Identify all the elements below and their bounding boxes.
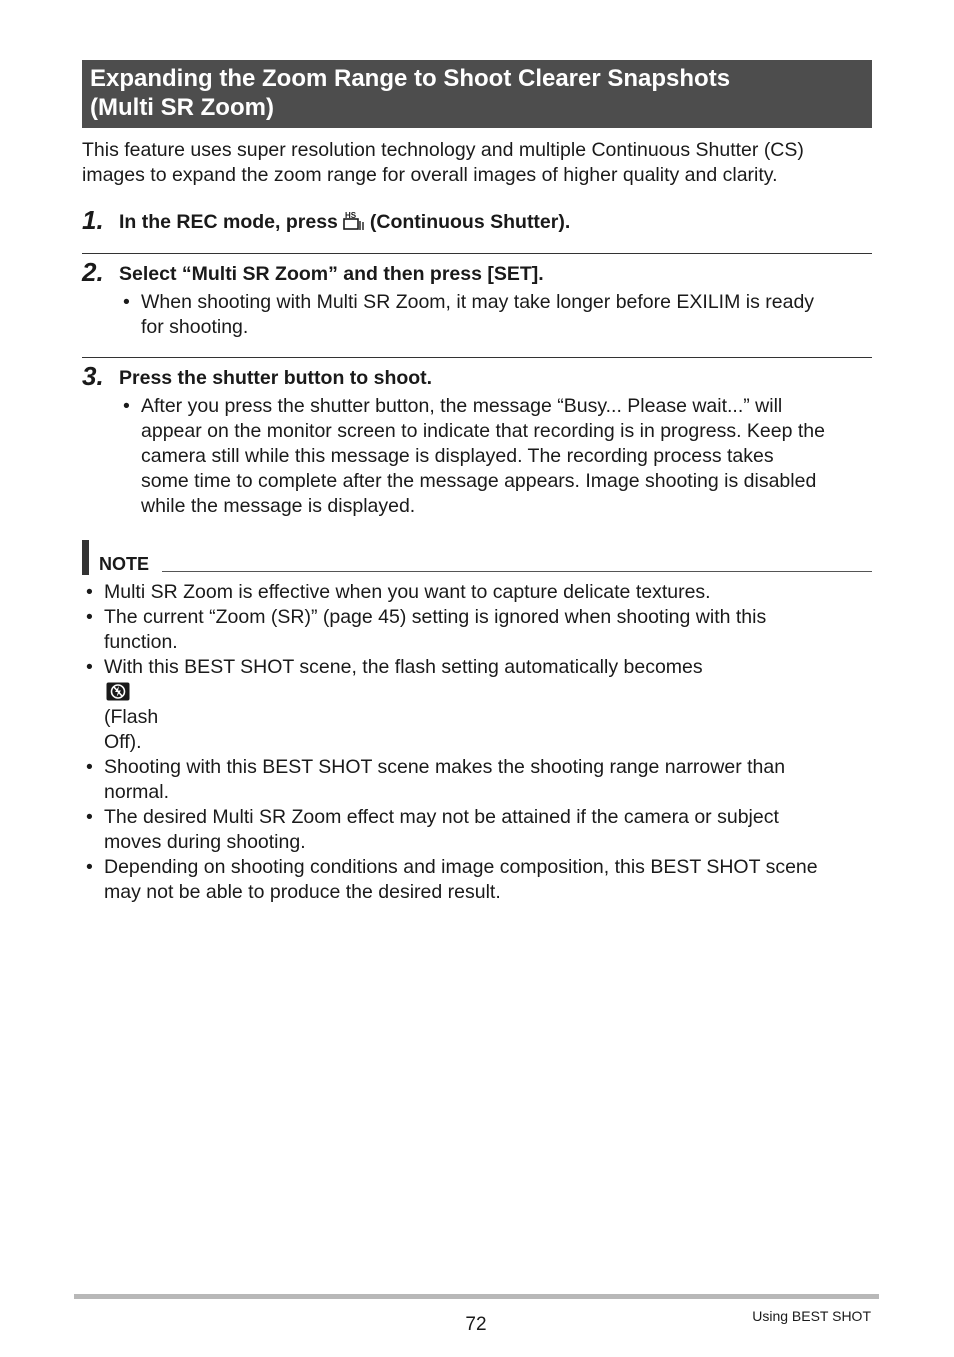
step-divider-2 bbox=[82, 357, 872, 358]
step-2-number: 2. bbox=[82, 257, 104, 287]
step-1-number: 1. bbox=[82, 205, 104, 235]
note-rule bbox=[162, 571, 872, 572]
list-item: • With this BEST SHOT scene, the flash setting automatically becomes (Flash Off). bbox=[82, 655, 882, 755]
intro-line-1: This feature uses super resolution technology and multiple Continuous Shutter (CS) bbox=[82, 139, 804, 161]
note-label: NOTE bbox=[99, 554, 150, 574]
step-3-number: 3. bbox=[82, 361, 104, 391]
step-3-bullets bbox=[119, 394, 879, 519]
list-item: • After you press the shutter button, the message “Busy... Please wait...” will appear on the monitor screen to indicate that recording is in progress. Keep the camera still while this message is displayed. The recording process takes some time to complete after the message appears. Image shooting is disabled while the message is displayed. bbox=[119, 394, 879, 519]
note-bullets bbox=[82, 580, 882, 905]
step-divider-1 bbox=[82, 253, 872, 254]
footer-rule bbox=[74, 1294, 879, 1299]
page-number: 72 bbox=[465, 1314, 487, 1335]
continuous-shutter-icon bbox=[342, 211, 366, 231]
step-1-text-after: (Continuous Shutter). bbox=[369, 211, 571, 233]
list-item: • When shooting with Multi SR Zoom, it may take longer before EXILIM is ready for shooting. bbox=[119, 290, 879, 340]
footer-section-name: Using BEST SHOT bbox=[752, 1308, 871, 1324]
list-item: • Shooting with this BEST SHOT scene makes the shooting range narrower than normal. bbox=[82, 755, 882, 805]
step-2-text: Select “Multi SR Zoom” and then press [SET]. bbox=[119, 263, 544, 285]
list-item: • Depending on shooting conditions and image composition, this BEST SHOT scene may not be able to produce the desired result. bbox=[82, 855, 882, 905]
note-marker-bar bbox=[82, 540, 89, 575]
step-2-bullets bbox=[119, 290, 879, 340]
intro-line-2: images to expand the zoom range for overall images of higher quality and clarity. bbox=[82, 164, 778, 186]
section-title-bar bbox=[82, 60, 872, 128]
section-title-line-1: Expanding the Zoom Range to Shoot Clearer Snapshots bbox=[90, 65, 731, 92]
intro-paragraph bbox=[82, 138, 882, 188]
continuous-shutter-icon-label: HS bbox=[344, 211, 357, 220]
list-item: • The current “Zoom (SR)” (page 45) setting is ignored when shooting with this function. bbox=[82, 605, 882, 655]
step-3-text: Press the shutter button to shoot. bbox=[119, 367, 433, 389]
list-item: • Multi SR Zoom is effective when you want to capture delicate textures. bbox=[82, 580, 882, 605]
step-1-text bbox=[119, 210, 570, 234]
section-title-line-2: (Multi SR Zoom) bbox=[90, 94, 274, 121]
flash-off-icon bbox=[106, 682, 130, 701]
step-1-text-before: In the REC mode, press bbox=[119, 211, 338, 233]
list-item: • The desired Multi SR Zoom effect may not be attained if the camera or subject moves during shooting. bbox=[82, 805, 882, 855]
